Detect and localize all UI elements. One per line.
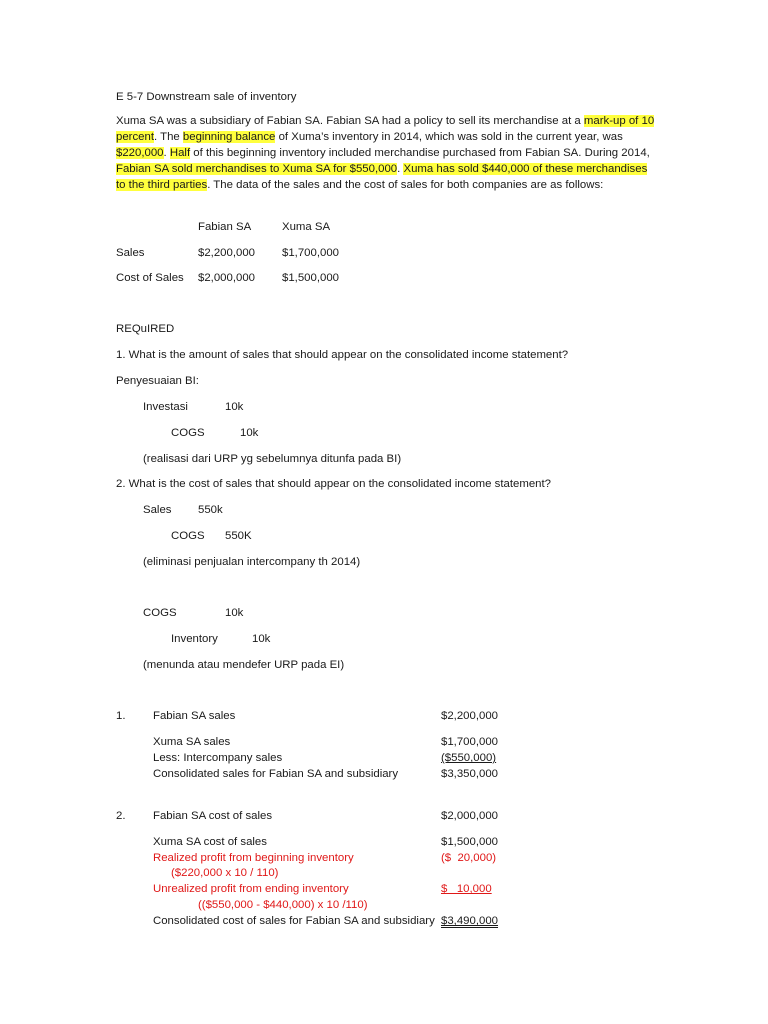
journal1-credit-amount: 10k [240, 427, 259, 439]
answer2-total-label: Consolidated cost of sales for Fabian SA and subsidiary [153, 915, 435, 927]
cell-xuma-cost: $1,500,000 [282, 272, 340, 284]
highlight-amount: $220,000 [116, 147, 164, 159]
answer2-line1-label: Fabian SA cost of sales [153, 810, 273, 822]
intro-text: of Xuma’s inventory in 2014, which was sold in the current year, was [275, 131, 623, 143]
intro-text: of this beginning inventory included merchandise purchased from Fabian SA. During 2014, [190, 147, 650, 159]
doc-title: E 5-7 Downstream sale of inventory [116, 91, 297, 103]
question-2: 2. What is the cost of sales that should appear on the consolidated income statement? [116, 478, 552, 490]
highlight-intercompany-sale: Fabian SA sold merchandises to Xuma SA for $550,000 [116, 163, 398, 175]
answer1-line2-value: $1,700,000 [441, 736, 499, 748]
question-1: 1. What is the amount of sales that should appear on the consolidated income statement? [116, 349, 569, 361]
answer1-number: 1. [116, 710, 126, 722]
journal3-debit-amount: 10k [225, 607, 244, 619]
intro-text: . The data of the sales and the cost of sales for both companies are as follows: [207, 179, 604, 191]
journal2-credit-amount: 550K [225, 530, 252, 542]
answer1-line1-label: Fabian SA sales [153, 710, 236, 722]
answer2-realized-label: Realized profit from beginning inventory [153, 852, 354, 864]
col-header-xuma: Xuma SA [282, 221, 331, 233]
journal3-note: (menunda atau mendefer URP pada EI) [143, 659, 345, 671]
answer1-line3-label: Less: Intercompany sales [153, 752, 283, 764]
row-label-sales: Sales [116, 247, 145, 259]
required-heading: REQuIRED [116, 323, 175, 335]
answer2-line2-value: $1,500,000 [441, 836, 499, 848]
row-label-cost: Cost of Sales [116, 272, 184, 284]
journal3-debit-account: COGS [143, 607, 177, 619]
answer2-total-value: $3,490,000 [441, 915, 499, 927]
journal2-debit-account: Sales [143, 504, 172, 516]
answer1-total-value: $3,350,000 [441, 768, 499, 780]
cell-fabian-cost: $2,000,000 [198, 272, 256, 284]
col-header-fabian: Fabian SA [198, 221, 252, 233]
journal2-note: (eliminasi penjualan intercompany th 2014) [143, 556, 361, 568]
answer1-total-label: Consolidated sales for Fabian SA and subsidiary [153, 768, 399, 780]
intro-text: Xuma SA was a subsidiary of Fabian SA. Fabian SA had a policy to sell its merchandise at a [116, 115, 584, 127]
answer2-realized-calc: ($220,000 x 10 / 110) [171, 867, 279, 879]
intro-text: . The [154, 131, 183, 143]
intro-text: . [163, 147, 170, 159]
intro-text: . [397, 163, 404, 175]
highlight-third-party-sale: Xuma has sold $440,000 of these merchandises to the third parties [116, 163, 648, 191]
cell-fabian-sales: $2,200,000 [198, 247, 256, 259]
intro-paragraph [116, 113, 656, 193]
journal2-credit-account: COGS [171, 530, 205, 542]
journal3-credit-amount: 10k [252, 633, 271, 645]
highlight-half: Half [169, 147, 191, 159]
answer2-line1-value: $2,000,000 [441, 810, 499, 822]
answer2-unrealized-label: Unrealized profit from ending inventory [153, 883, 349, 895]
answer2-unrealized-calc: (($550,000 - $440,000) x 10 /110) [198, 899, 368, 911]
journal1-note: (realisasi dari URP yg sebelumnya ditunfa pada BI) [143, 453, 402, 465]
cell-xuma-sales: $1,700,000 [282, 247, 340, 259]
highlight-beginning-balance: beginning balance [182, 131, 276, 143]
answer1-line1-value: $2,200,000 [441, 710, 499, 722]
journal1-debit-amount: 10k [225, 401, 244, 413]
answer2-line2-label: Xuma SA cost of sales [153, 836, 267, 848]
answer1-line2-label: Xuma SA sales [153, 736, 231, 748]
journal1-debit-account: Investasi [143, 401, 188, 413]
journal1-credit-account: COGS [171, 427, 205, 439]
answer2-unrealized-value: $ 10,000 [441, 883, 492, 895]
answer2-number: 2. [116, 810, 126, 822]
journal2-debit-amount: 550k [198, 504, 223, 516]
highlight-markup: mark-up of 10 percent [116, 115, 655, 143]
answer2-realized-value: ($ 20,000) [441, 852, 497, 864]
journal3-credit-account: Inventory [171, 633, 218, 645]
penyesuaian-label: Penyesuaian BI: [116, 375, 199, 387]
answer1-line3-value: ($550,000) [441, 752, 497, 764]
